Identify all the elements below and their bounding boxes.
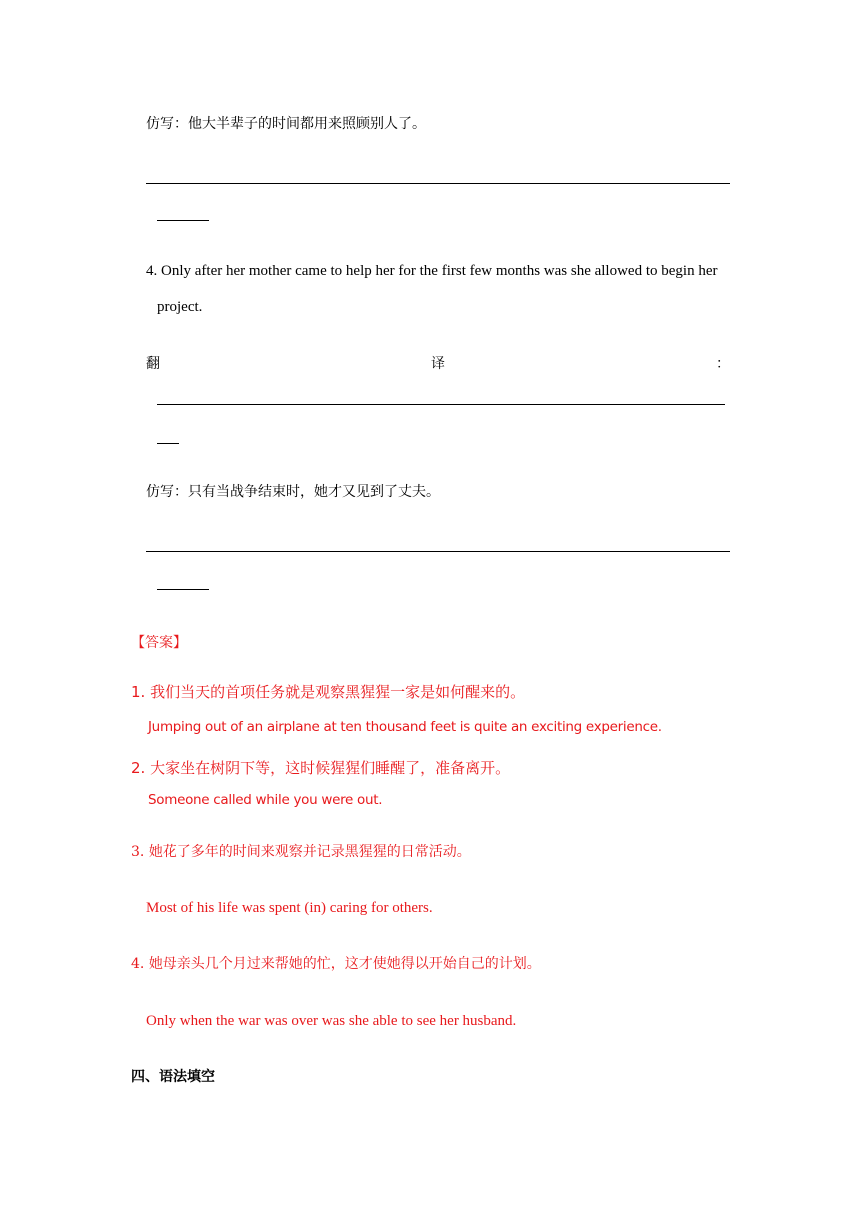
section-heading-grammar-fill: 四、语法填空 — [131, 1069, 215, 1085]
answer-1-number: 1. — [131, 683, 146, 701]
answer-3-translation — [131, 843, 471, 861]
question-4-line-2: project. — [157, 299, 203, 315]
answer-line-continuation — [157, 220, 209, 221]
answer-3-translation-text: 她花了多年的时间来观察并记录黑猩猩的日常活动。 — [148, 844, 471, 860]
translation-answer-line — [157, 404, 725, 405]
answer-2-translation-text: 大家坐在树阴下等，这时候猩猩们睡醒了，准备离开。 — [150, 759, 511, 777]
imitation-answer-line-continuation — [157, 589, 209, 590]
translate-label-char-2: 译 — [431, 356, 445, 372]
question-4-line-1: 4. Only after her mother came to help her for the first few months was she allowed to begin her — [146, 263, 718, 279]
translate-label-colon: ： — [716, 356, 730, 372]
answer-4-number: 4. — [131, 956, 145, 972]
translation-answer-line-continuation — [157, 443, 179, 444]
translate-label — [146, 355, 730, 373]
answer-2-imitation: Someone called while you were out. — [148, 792, 383, 808]
answer-4-translation — [131, 955, 541, 973]
answer-1-imitation: Jumping out of an airplane at ten thousand feet is quite an exciting experience. — [148, 719, 662, 735]
answer-4-translation-text: 她母亲头几个月过来帮她的忙，这才使她得以开始自己的计划。 — [148, 956, 541, 972]
answer-3-imitation: Most of his life was spent (in) caring for others. — [146, 900, 433, 916]
answer-2-number: 2. — [131, 759, 146, 777]
answer-2-translation — [131, 757, 510, 778]
answer-section-label: 【答案】 — [131, 635, 187, 651]
answer-4-imitation: Only when the war was over was she able to see her husband. — [146, 1013, 517, 1029]
imitation-answer-line — [146, 551, 730, 552]
answer-3-number: 3. — [131, 844, 145, 860]
imitation-prompt-3: 仿写：他大半辈子的时间都用来照顾别人了。 — [146, 116, 426, 132]
translate-label-char-1: 翻 — [146, 356, 160, 372]
answer-line — [146, 183, 730, 184]
answer-1-translation — [131, 681, 525, 702]
answer-1-translation-text: 我们当天的首项任务就是观察黑猩猩一家是如何醒来的。 — [150, 683, 526, 701]
imitation-prompt-4: 仿写：只有当战争结束时，她才又见到了丈夫。 — [146, 484, 440, 500]
